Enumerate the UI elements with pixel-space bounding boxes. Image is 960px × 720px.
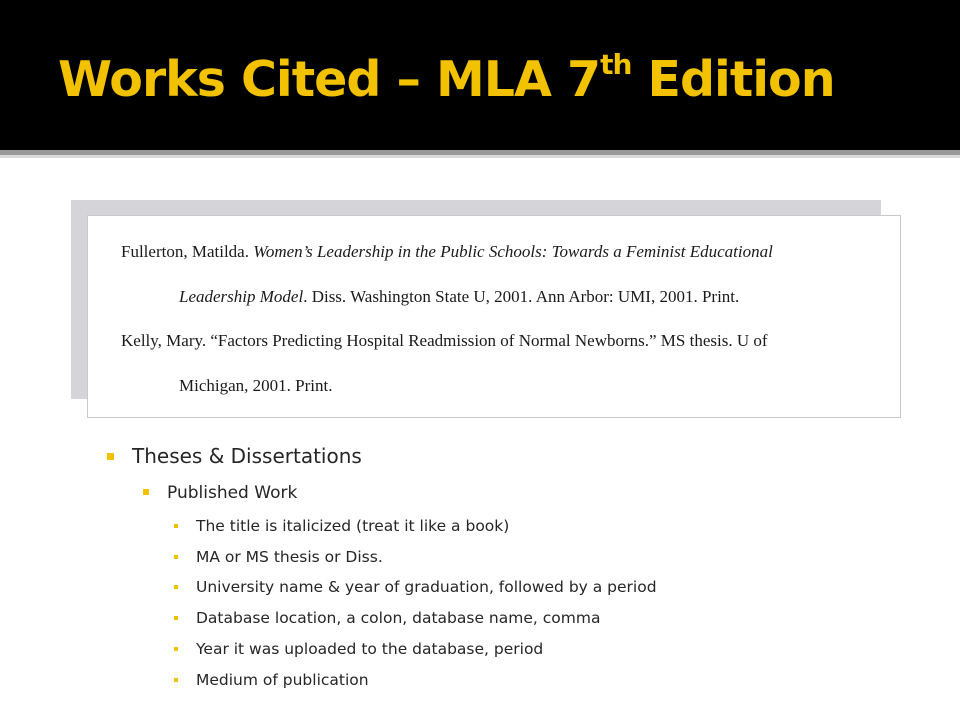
citation-1-line-1: Fullerton, Matilda. Women’s Leadership in the Public Schools: Towards a Feminist Educational — [121, 242, 773, 261]
bullet-level-3: Medium of publication — [174, 671, 369, 689]
citation-2-line-1: Kelly, Mary. “Factors Predicting Hospital Readmission of Normal Newborns.” MS thesis. U of — [121, 331, 768, 350]
citation-1-line-2: Leadership Model. Diss. Washington State U, 2001. Ann Arbor: UMI, 2001. Print. — [179, 287, 740, 306]
square-bullet-icon — [107, 453, 114, 460]
square-bullet-icon — [174, 616, 178, 620]
square-bullet-icon — [143, 489, 149, 495]
square-bullet-icon — [174, 678, 178, 682]
bullet-level-3: Database location, a colon, database name, comma — [174, 609, 600, 627]
bullet-level-3: The title is italicized (treat it like a book) — [174, 517, 509, 535]
square-bullet-icon — [174, 524, 178, 528]
citation-example — [87, 215, 901, 418]
bullet-level-2: Published Work — [143, 483, 297, 503]
title-bar — [0, 0, 960, 150]
slide-title: Works Cited – MLA 7th Edition — [58, 48, 835, 108]
bullet-level-3: Year it was uploaded to the database, period — [174, 640, 543, 658]
citation-2-line-2: Michigan, 2001. Print. — [179, 376, 333, 395]
bullet-level-3: MA or MS thesis or Diss. — [174, 548, 383, 566]
bullet-level-1: Theses & Dissertations — [107, 444, 362, 468]
square-bullet-icon — [174, 585, 178, 589]
bullet-level-3: University name & year of graduation, followed by a period — [174, 578, 657, 596]
square-bullet-icon — [174, 647, 178, 651]
square-bullet-icon — [174, 555, 178, 559]
slide-content — [0, 158, 960, 720]
